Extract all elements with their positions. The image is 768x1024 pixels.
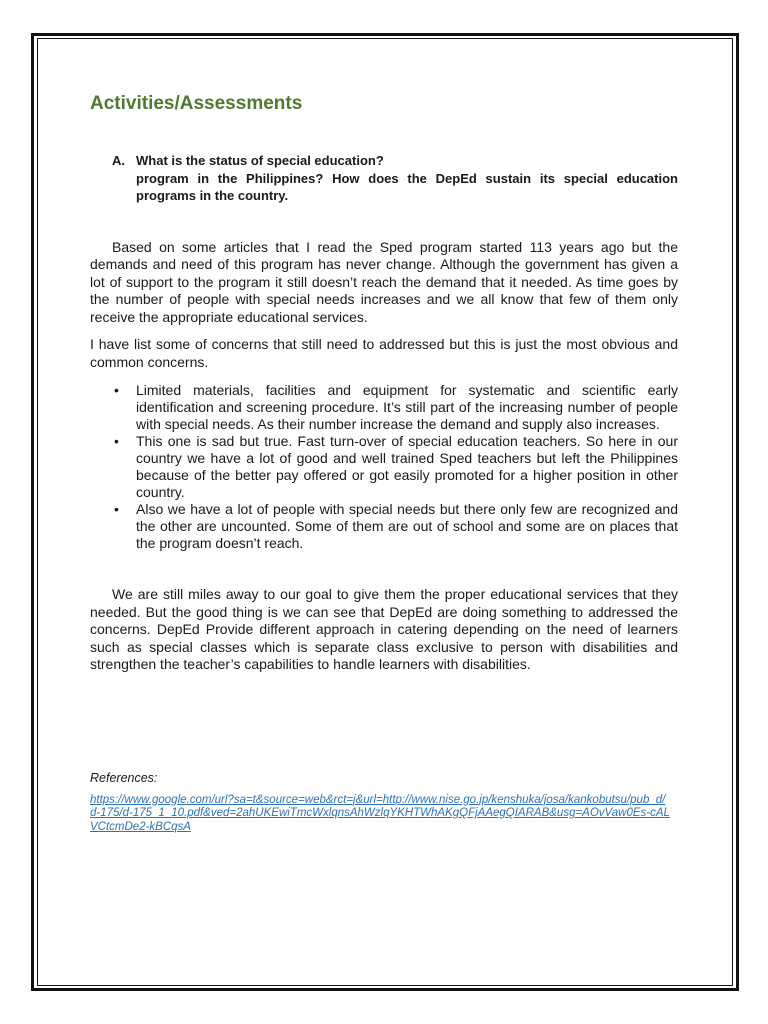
list-item-text: This one is sad but true. Fast turn-over of special education teachers. So here in our country we have a lot of good and well trained Sped teachers but left the Philippines because of the better pay offered or got easily promoted for a higher position in other country. — [136, 433, 678, 500]
question-a — [90, 152, 678, 205]
list-item-text: Limited materials, facilities and equipment for systematic and scientific early identification and screening procedure. It’s still part of the increasing number of people with special needs. As their number increase the demand and supply also increases. — [136, 382, 678, 432]
question-text — [136, 152, 678, 205]
list-item — [114, 382, 678, 433]
bullet-icon: • — [114, 501, 119, 517]
reference-link[interactable]: https://www.google.com/url?sa=t&source=web&rct=j&url=http://www.nise.go.jp/kenshuka/josa/kankobutsu/pub_d/d-175/d-175_1_10.pdf&ved=2ahUKEwiTmcWxlqnsAhWzlqYKHTWhAKgQFjAAegQIARAB&usg=AOvVaw0Es-cALVCtcmDe2-kBCqsA — [90, 793, 670, 833]
paragraph-conclusion: We are still miles away to our goal to give them the proper educational services that they needed. But the good thing is we can see that DepEd are doing something to addressed the concerns. DepEd Provide different approach in catering depending on the need of learners such as special classes which is separate class exclusive to person with disabilities and strengthen the teacher’s capabilities to handle learners with disabilities. — [90, 586, 678, 672]
question-line-2: program in the Philippines? How does the DepEd sustain its special education programs in the country. — [136, 170, 678, 203]
list-item — [114, 433, 678, 501]
paragraph-intro: Based on some articles that I read the Sped program started 113 years ago but the demands and need of this program has never change. Although the government has given a lot of support to the program it still doesn’t reach the demand that it needed. As time goes by the number of people with special needs increases and we all know that few of them only receive the appropriate educational services. — [90, 238, 678, 325]
bullet-icon: • — [114, 382, 119, 398]
question-letter: A. — [112, 153, 125, 168]
list-item-text: Also we have a lot of people with special needs but there only few are recognized and the other are uncounted. Some of them are out of school and some are on places that the program doesn’t reach. — [136, 501, 678, 551]
list-item — [114, 501, 678, 552]
document-body — [90, 90, 678, 834]
concerns-list — [90, 382, 678, 552]
bullet-icon: • — [114, 433, 119, 449]
references-heading: References: — [90, 770, 158, 785]
question-line-1: What is the status of special education? — [136, 153, 384, 168]
paragraph-concerns-intro: I have list some of concerns that still need to addressed but this is just the most obvious and common concerns. — [90, 336, 678, 370]
page-title: Activities/Assessments — [90, 93, 303, 114]
